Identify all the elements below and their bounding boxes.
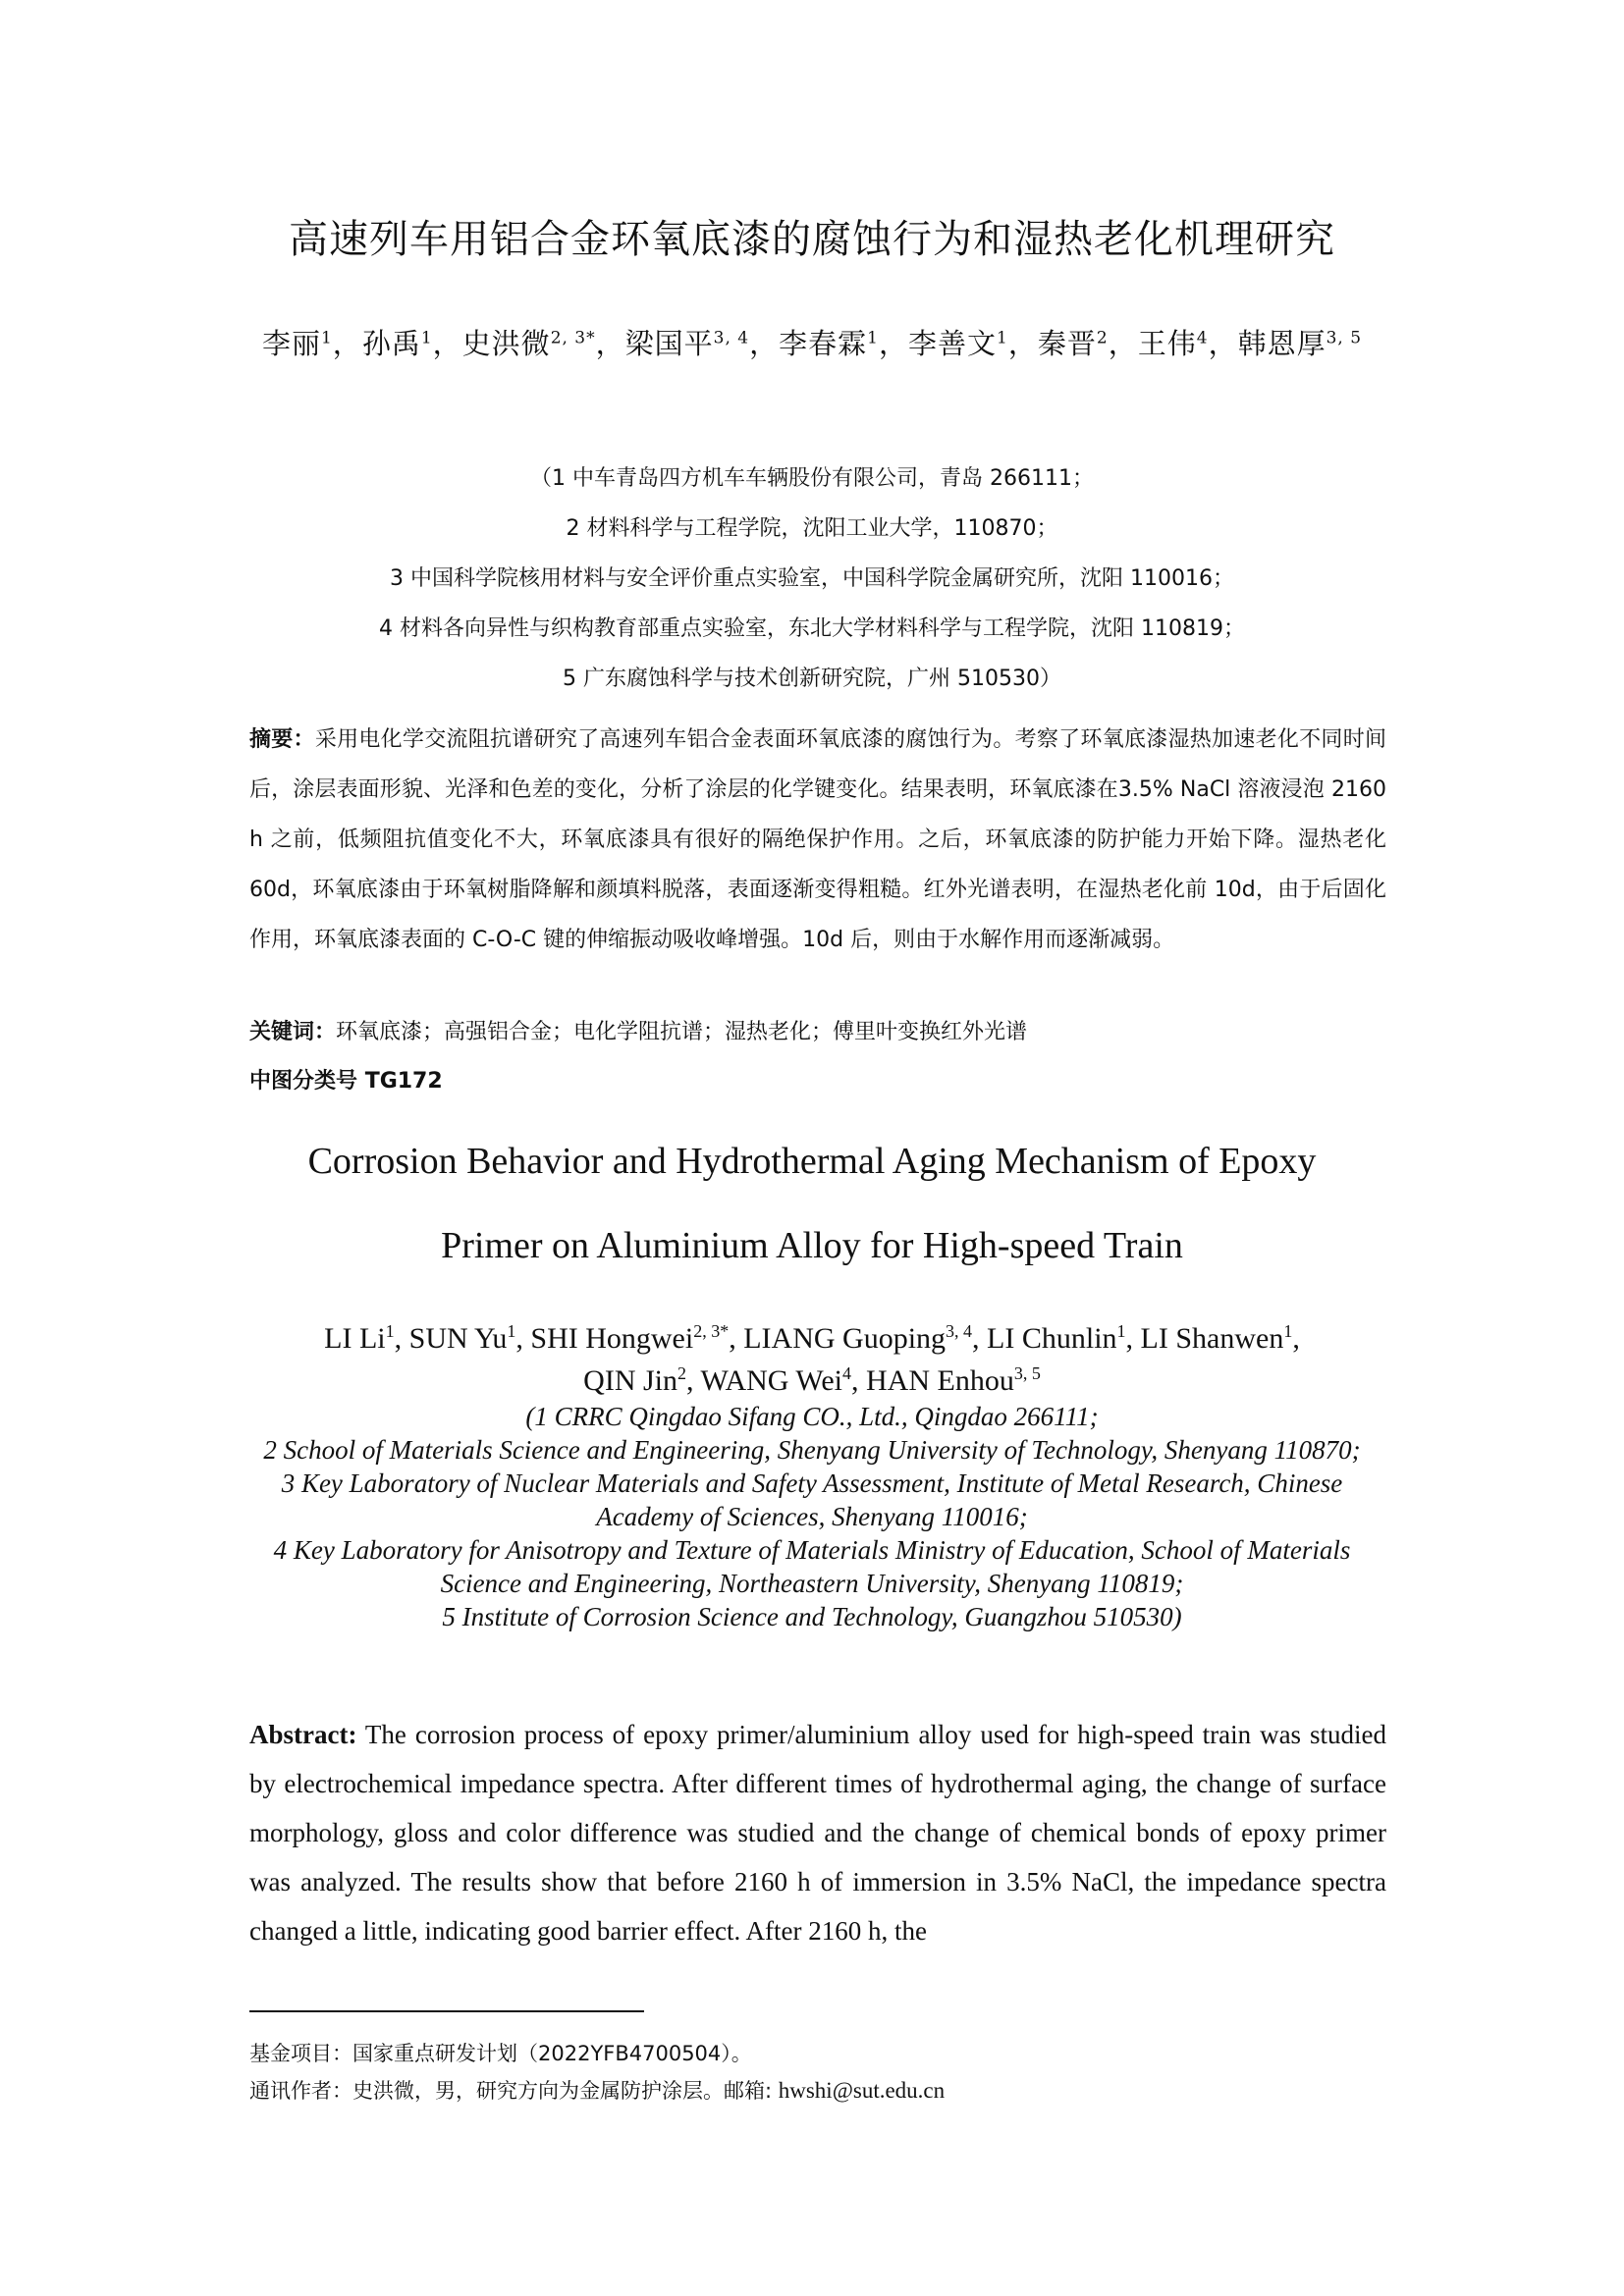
chinese-author-name: 孙禹: [361, 327, 421, 360]
english-author-affiliation-mark: 3, 4: [946, 1321, 973, 1341]
chinese-author-affiliation-mark: 3, 5: [1326, 328, 1363, 348]
chinese-author-name: 李丽: [261, 327, 321, 360]
english-author-name: QIN Jin: [583, 1364, 678, 1397]
chinese-author-separator: ，: [1208, 327, 1238, 360]
english-author-name: HAN Enhou: [866, 1364, 1014, 1397]
chinese-keywords: [249, 1007, 1386, 1057]
corresponding-email: hwshi@sut.edu.cn: [778, 2078, 946, 2103]
english-author-affiliation-mark: 1: [385, 1321, 395, 1341]
chinese-author-separator: ，: [1108, 327, 1138, 360]
english-author-separator: ,: [515, 1322, 531, 1355]
english-author-list: [295, 1317, 1329, 1402]
english-author-affiliation-mark: 4: [842, 1363, 851, 1383]
english-abstract: [249, 1710, 1386, 1955]
english-abstract-text: The corrosion process of epoxy primer/aluminium alloy used for high-speed train was studied by electrochemical impedance spectra. After different times of hydrothermal aging, the change of surface morphology, gloss and color difference was studied and the change of chemical bonds of epoxy primer was analyzed. The results show that before 2160 h of immersion in 3.5% NaCl, the impedance spectra changed a little, indicating good barrier effect. After 2160 h, the: [249, 1720, 1386, 1946]
chinese-author-name: 梁国平: [624, 327, 714, 360]
english-author-separator: ,: [729, 1322, 744, 1355]
english-author-separator: ,: [394, 1322, 409, 1355]
chinese-author-separator: ，: [595, 327, 625, 360]
chinese-author-separator: ，: [749, 327, 780, 360]
english-title: [0, 1119, 1624, 1288]
footnote-divider: [249, 2010, 644, 2012]
chinese-affiliation: （1 中车青岛四方机车车辆股份有限公司，青岛 266111；: [530, 466, 1094, 491]
english-author-name: LIANG Guoping: [743, 1322, 947, 1355]
english-author-affiliation-mark: 1: [1116, 1321, 1126, 1341]
chinese-author-name: 李善文: [908, 327, 998, 360]
classification-label: 中图分类号: [249, 1069, 358, 1094]
english-affiliation: (1 CRRC Qingdao Sifang CO., Ltd., Qingdao 266111;: [525, 1402, 1099, 1431]
chinese-affiliation: 5 广东腐蚀科学与技术创新研究院，广州 510530）: [563, 667, 1061, 691]
english-author-affiliation-mark: 1: [507, 1321, 516, 1341]
english-abstract-label: Abstract:: [249, 1720, 357, 1749]
english-affiliation: 3 Key Laboratory of Nuclear Materials and Safety Assessment, Institute of Metal Research, Chinese Academy of Sciences, Shenyang 110016;: [281, 1468, 1343, 1531]
chinese-abstract-label: 摘要：: [249, 727, 315, 752]
english-affiliation: 5 Institute of Corrosion Science and Technology, Guangzhou 510530): [442, 1602, 1182, 1631]
english-author-separator: ,: [1292, 1322, 1300, 1355]
chinese-affiliation: 4 材料各向异性与织构教育部重点实验室，东北大学材料科学与工程学院，沈阳 110819；: [379, 616, 1245, 641]
english-author-name: SUN Yu: [408, 1322, 508, 1355]
chinese-author-list: [226, 312, 1398, 375]
chinese-abstract: [249, 715, 1386, 965]
english-author-name: LI Chunlin: [987, 1322, 1117, 1355]
english-author-name: SHI Hongwei: [530, 1322, 694, 1355]
chinese-author-name: 王伟: [1137, 327, 1197, 360]
chinese-author-affiliation-mark: 2: [1096, 328, 1109, 348]
english-author-affiliation-mark: 3, 5: [1013, 1363, 1041, 1383]
english-author-affiliation-mark: 2: [677, 1363, 687, 1383]
chinese-affiliations: [0, 454, 1624, 704]
chinese-author-affiliation-mark: 1: [420, 328, 433, 348]
english-author-affiliation-mark: 1: [1283, 1321, 1293, 1341]
english-title-line: Corrosion Behavior and Hydrothermal Aging Mechanism of Epoxy: [307, 1141, 1317, 1182]
chinese-author-separator: ，: [332, 327, 362, 360]
english-title-line: Primer on Aluminium Alloy for High-speed Train: [441, 1225, 1183, 1266]
chinese-author-separator: ，: [878, 327, 908, 360]
chinese-affiliation: 3 中国科学院核用材料与安全评价重点实验室，中国科学院金属研究所，沈阳 110016；: [390, 566, 1234, 591]
chinese-abstract-text: 采用电化学交流阻抗谱研究了高速列车铝合金表面环氧底漆的腐蚀行为。考察了环氧底漆湿热加速老化不同时间后，涂层表面形貌、光泽和色差的变化，分析了涂层的化学键变化。结果表明，环氧底漆在3.5% NaCl 溶液浸泡 2160 h 之前，低频阻抗值变化不大，环氧底漆具有很好的隔绝保护作用。之后，环氧底漆的防护能力开始下降。湿热老化 60d，环氧底漆由于环氧树脂降解和颜填料脱落，表面逐渐变得粗糙。红外光谱表明，在湿热老化前 10d，由于后固化作用，环氧底漆表面的 C-O-C 键的伸缩振动吸收峰增强。10d 后，则由于水解作用而逐渐减弱。: [249, 727, 1386, 952]
english-author-name: WANG Wei: [700, 1364, 842, 1397]
chinese-author-name: 秦晋: [1037, 327, 1097, 360]
corresponding-author-text: 通讯作者：史洪微，男，研究方向为金属防护涂层。邮箱:: [249, 2079, 779, 2103]
chinese-author-separator: ，: [432, 327, 462, 360]
chinese-author-separator: ，: [1007, 327, 1038, 360]
chinese-affiliation: 2 材料科学与工程学院，沈阳工业大学，110870；: [566, 516, 1058, 541]
english-author-separator: ,: [1125, 1322, 1141, 1355]
footnote-corresponding-author: [249, 2075, 1386, 2107]
english-author-name: LI Shanwen: [1140, 1322, 1284, 1355]
classification-number: [249, 1056, 1386, 1106]
chinese-author-name: 李春霖: [779, 327, 868, 360]
chinese-author-name: 史洪微: [461, 327, 551, 360]
english-author-separator: ,: [686, 1364, 701, 1397]
english-author-name: LI Li: [324, 1322, 386, 1355]
chinese-keywords-label: 关键词：: [249, 1020, 337, 1044]
english-affiliation: 2 School of Materials Science and Engineering, Shenyang University of Technology, Shenyang 110870;: [263, 1435, 1361, 1465]
chinese-keywords-text: 环氧底漆；高强铝合金；电化学阻抗谱；湿热老化；傅里叶变换红外光谱: [336, 1020, 1028, 1044]
classification-value: TG172: [364, 1069, 443, 1094]
english-author-affiliation-mark: 2, 3*: [693, 1321, 730, 1341]
chinese-author-affiliation-mark: 2, 3*: [550, 328, 596, 348]
english-affiliations: [236, 1400, 1388, 1633]
chinese-author-affiliation-mark: 1: [867, 328, 879, 348]
english-affiliation: 4 Key Laboratory for Anisotropy and Texture of Materials Ministry of Education, School of Materials Science and Engineering, Northeastern University, Shenyang 110819;: [273, 1535, 1351, 1598]
chinese-author-affiliation-mark: 1: [320, 328, 333, 348]
chinese-author-name: 韩恩厚: [1237, 327, 1326, 360]
english-author-separator: ,: [972, 1322, 988, 1355]
english-author-separator: ,: [851, 1364, 866, 1397]
chinese-title: 高速列车用铝合金环氧底漆的腐蚀行为和湿热老化机理研究: [289, 217, 1335, 262]
chinese-author-affiliation-mark: 3, 4: [713, 328, 750, 348]
chinese-author-affiliation-mark: 1: [997, 328, 1008, 348]
chinese-author-affiliation-mark: 4: [1196, 328, 1209, 348]
footnote-funding: 基金项目：国家重点研发计划（2022YFB4700504）。: [249, 2042, 752, 2065]
